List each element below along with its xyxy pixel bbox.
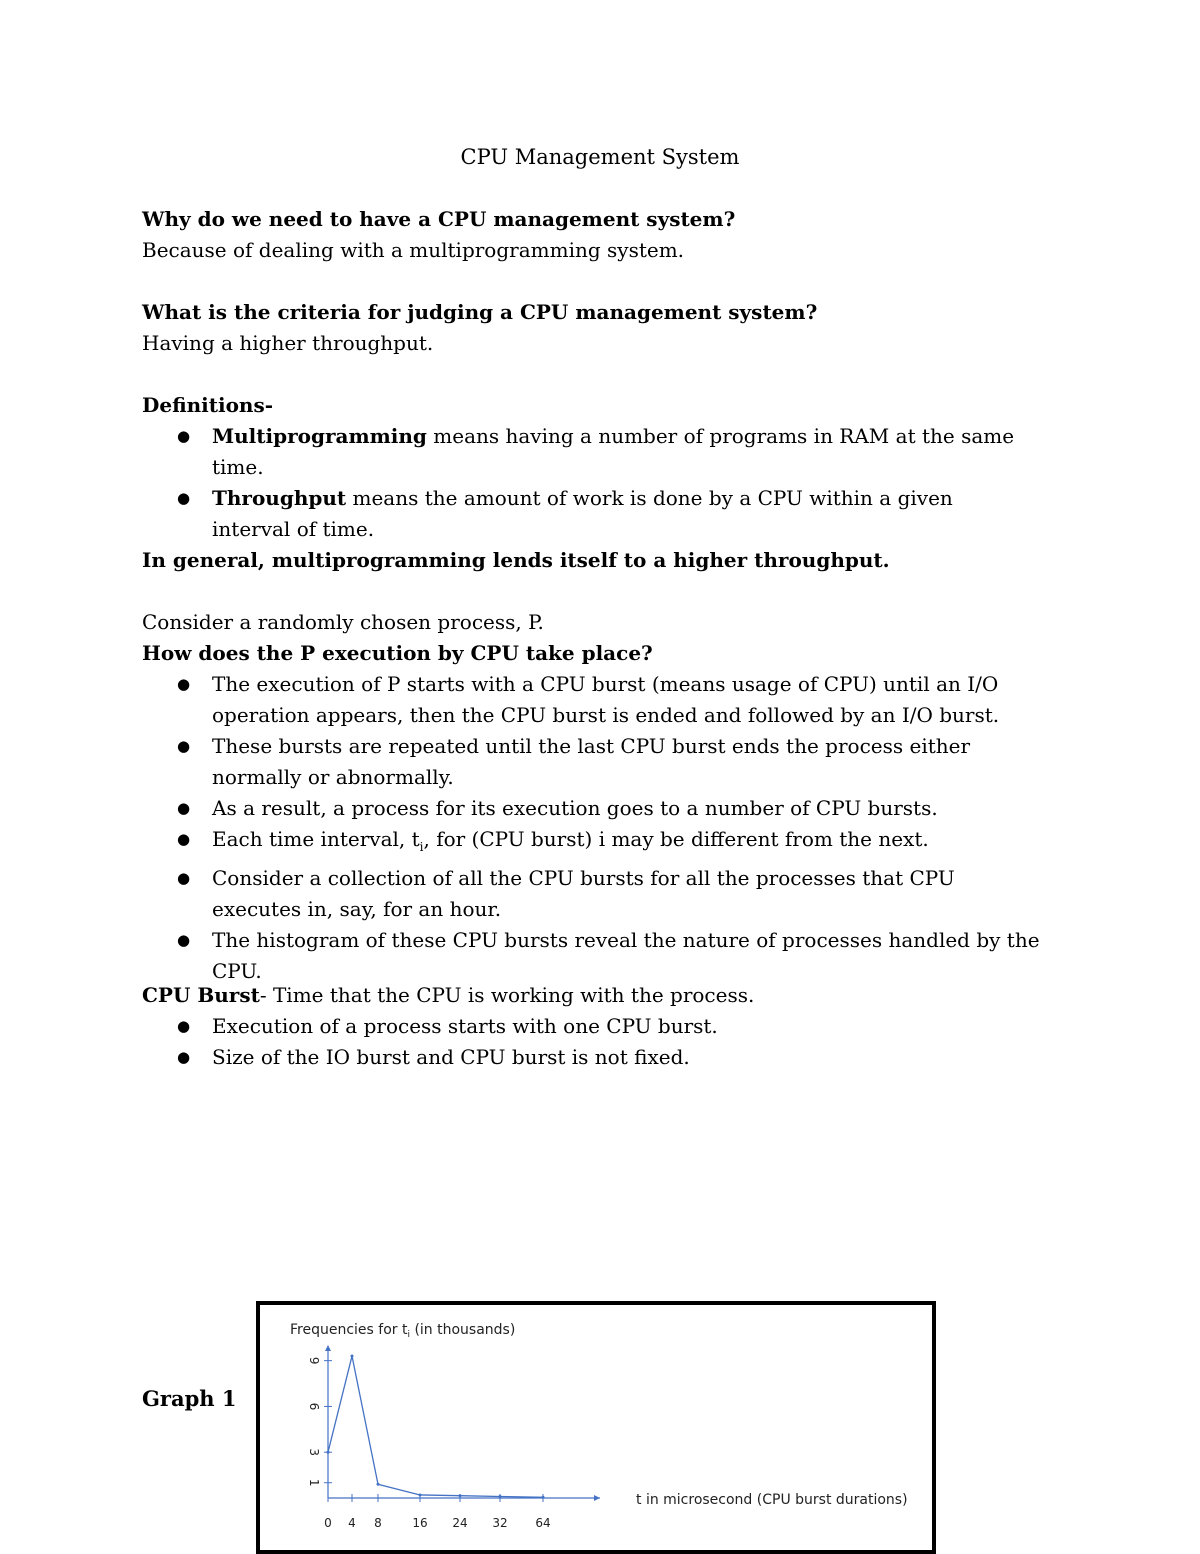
answer-1-text: Because of dealing with a multiprogramming system. — [142, 238, 685, 262]
graph-figure — [256, 1301, 936, 1554]
chart-svg — [260, 1305, 932, 1550]
data-point — [351, 1355, 354, 1358]
process-intro: Consider a randomly chosen process, P. — [142, 610, 544, 634]
x-tick-label: 0 — [324, 1516, 332, 1530]
question-2 — [142, 297, 1062, 359]
list-item: ● Consider a collection of all the CPU bursts for all the processes that CPU executes in, say, for an hour. — [142, 863, 1062, 925]
y-tick-label: 6 — [307, 1402, 321, 1411]
x-tick-label: 24 — [452, 1516, 468, 1530]
page-title: CPU Management System — [460, 145, 740, 169]
list-item: ● As a result, a process for its execution goes to a number of CPU bursts. — [142, 793, 1062, 824]
x-tick-label: 32 — [492, 1516, 508, 1530]
list-item: ● The histogram of these CPU bursts reveal the nature of processes handled by the CPU. — [142, 925, 1062, 987]
chart-title-sub: i — [407, 1330, 410, 1340]
process-list — [142, 669, 1062, 987]
chart-axes — [307, 1345, 600, 1530]
chart-marks — [327, 1355, 545, 1499]
item-subscript: i — [419, 840, 424, 854]
x-tick-label: 16 — [412, 1516, 428, 1530]
cpu-burst-section — [142, 980, 1062, 1073]
cpu-burst-term: CPU Burst — [142, 983, 260, 1007]
cpu-burst-list — [142, 1011, 1062, 1073]
list-item — [142, 421, 1062, 483]
data-point — [327, 1451, 330, 1454]
graph-label: Graph 1 — [142, 1386, 237, 1411]
x-tick-label: 64 — [535, 1516, 551, 1530]
x-axis-label: t in microsecond (CPU burst durations) — [636, 1492, 908, 1508]
data-point — [377, 1483, 380, 1486]
definitions-section — [142, 390, 1062, 545]
definitions-heading: Definitions- — [142, 393, 274, 417]
data-point — [459, 1494, 462, 1497]
chart-title — [290, 1322, 515, 1340]
item-text-after: , for (CPU burst) i may be different from the next. — [423, 827, 929, 851]
answer-2-text: Having a higher throughput. — [142, 331, 434, 355]
data-point — [542, 1496, 545, 1499]
question-2-text: What is the criteria for judging a CPU management system? — [142, 300, 818, 324]
x-axis-arrow — [594, 1495, 600, 1501]
data-point — [499, 1495, 502, 1498]
y-tick-label: 1 — [307, 1478, 321, 1487]
list-item: ● These bursts are repeated until the last CPU burst ends the process either normally or abnormally. — [142, 731, 1062, 793]
item-text-before: Each time interval, t — [212, 827, 420, 851]
list-item: ● The execution of P starts with a CPU burst (means usage of CPU) until an I/O operation appears, then the CPU burst is ended and followed by an I/O burst. — [142, 669, 1062, 731]
definition-text: means the amount of work is done by a CPU within a given interval of time. — [212, 486, 953, 541]
list-item — [142, 824, 1062, 863]
cpu-burst-definition: - Time that the CPU is working with the process. — [259, 983, 755, 1007]
y-axis-arrow — [325, 1345, 331, 1351]
y-tick-label: 3 — [307, 1448, 321, 1457]
definition-text: means having a number of programs in RAM at the same time. — [212, 424, 1015, 479]
x-tick-label: 8 — [374, 1516, 382, 1530]
x-tick-label: 4 — [348, 1516, 356, 1530]
y-tick-label: 9 — [307, 1356, 321, 1365]
chart-title-suffix: (in thousands) — [410, 1322, 516, 1338]
list-item: ● Size of the IO burst and CPU burst is not fixed. — [142, 1042, 1062, 1073]
definition-term: Throughput — [212, 486, 347, 510]
definition-term: Multiprogramming — [212, 424, 427, 448]
definitions-list — [142, 421, 1062, 545]
question-1-text: Why do we need to have a CPU management system? — [142, 207, 736, 231]
chart-title-main: Frequencies for t — [290, 1322, 408, 1338]
list-item — [142, 483, 1062, 545]
process-section — [142, 607, 1062, 987]
general-statement: In general, multiprogramming lends itself to a higher throughput. — [142, 548, 890, 572]
question-1 — [142, 204, 1062, 266]
list-item: ● Execution of a process starts with one CPU burst. — [142, 1011, 1062, 1042]
data-point — [419, 1493, 422, 1496]
process-question: How does the P execution by CPU take place? — [142, 641, 653, 665]
series-line — [328, 1356, 543, 1497]
